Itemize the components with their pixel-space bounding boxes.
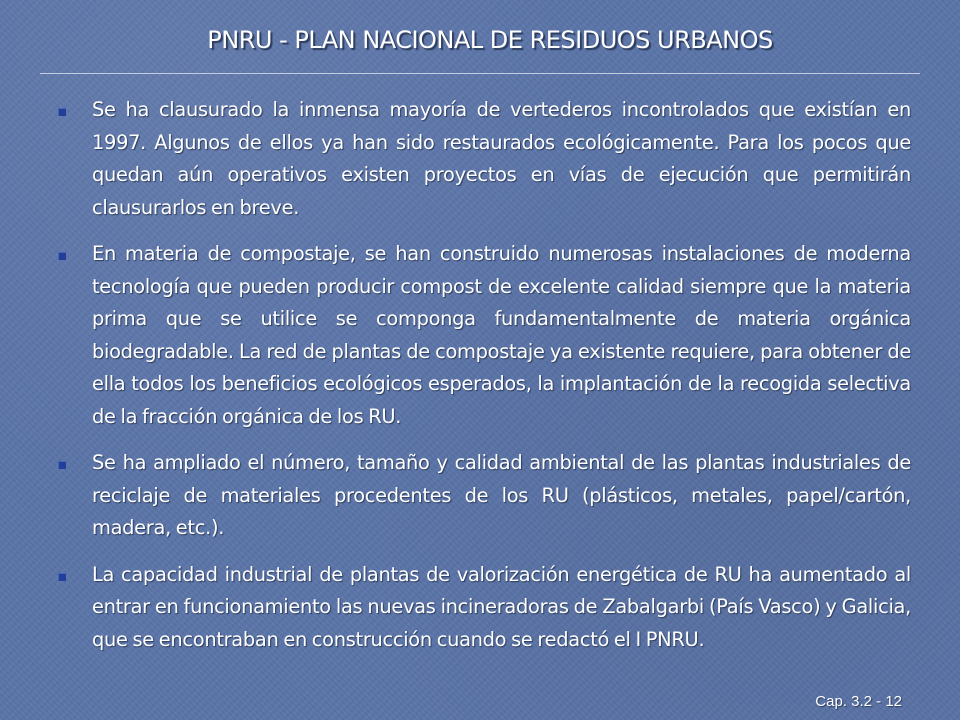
square-bullet-icon <box>58 573 66 581</box>
slide-footer-page-label: Cap. 3.2 - 12 <box>815 693 902 710</box>
bullet-item <box>58 94 911 224</box>
bullet-list <box>58 94 911 656</box>
bullet-text: En materia de compostaje, se han construido numerosas instalaciones de moderna tecnología que pueden producir compost de excelente calidad siempre que la materia prima que se utilice se componga fundamentalmente de materia orgánica biodegradable. La red de plantas de compostaje ya existente requiere, para obtener de ella todos los beneficios ecológicos esperados, la implantación de la recogida selectiva de la fracción orgánica de los RU. <box>92 242 911 428</box>
bullet-item <box>58 238 911 433</box>
bullet-item <box>58 447 911 545</box>
bullet-text: Se ha ampliado el número, tamaño y calidad ambiental de las plantas industriales de reciclaje de materiales procedentes de los RU (plásticos, metales, papel/cartón, madera, etc.). <box>92 451 911 539</box>
slide-title: PNRU - PLAN NACIONAL DE RESIDUOS URBANOS <box>207 26 773 54</box>
title-divider <box>40 73 920 74</box>
square-bullet-icon <box>58 108 66 116</box>
bullet-item <box>58 559 911 657</box>
bullet-text: Se ha clausurado la inmensa mayoría de vertederos incontrolados que existían en 1997. Algunos de ellos ya han sido restaurados ecológicamente. Para los pocos que quedan aún operativos existen proyectos en vías de ejecución que permitirán clausurarlos en breve. <box>92 98 911 219</box>
bullet-text: La capacidad industrial de plantas de valorización energética de RU ha aumentado al entrar en funcionamiento las nuevas incineradoras de Zabalgarbi (País Vasco) y Galicia, que se encontraban en construcción cuando se redactó el I PNRU. <box>92 562 911 651</box>
square-bullet-icon <box>58 252 66 260</box>
square-bullet-icon <box>58 461 66 469</box>
